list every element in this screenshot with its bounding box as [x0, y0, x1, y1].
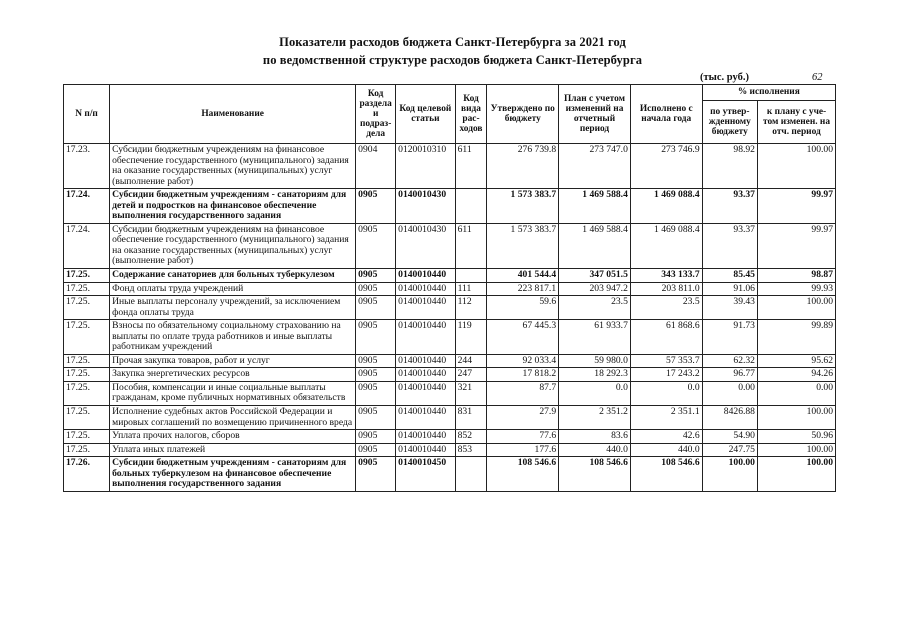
row-executed: 17 243.2 [630, 368, 702, 382]
table-row [64, 443, 836, 457]
row-number: 17.25. [64, 368, 110, 382]
header-pct-budget: по утвер-жденному бюджету [702, 101, 757, 144]
row-section-code: 0905 [356, 282, 396, 296]
table-row [64, 368, 836, 382]
row-executed: 108 546.6 [630, 457, 702, 492]
row-name: Взносы по обязательному социальному страхованию на выплаты по оплате труда работников и иные выплаты работникам учреждений [110, 320, 356, 355]
row-plan: 108 546.6 [559, 457, 631, 492]
header-plan: План с учетом изменений на отчетный период [559, 85, 631, 144]
row-number: 17.25. [64, 430, 110, 444]
row-approved: 276 739.8 [487, 144, 559, 189]
row-executed: 61 868.6 [630, 320, 702, 355]
row-executed: 23.5 [630, 296, 702, 320]
row-approved: 223 817.1 [487, 282, 559, 296]
row-name: Субсидии бюджетным учреждениям на финансовое обеспечение государственного (муниципального) задания на оказание государственных (муниципальных) услуг (выполнение работ) [110, 144, 356, 189]
table-row [64, 354, 836, 368]
row-target-code: 0140010440 [396, 269, 455, 283]
table-row [64, 430, 836, 444]
row-expense-type: 853 [455, 443, 487, 457]
row-number: 17.24. [64, 189, 110, 224]
table-row [64, 223, 836, 268]
row-expense-type: 247 [455, 368, 487, 382]
row-pct-plan: 99.97 [757, 189, 835, 224]
row-number: 17.25. [64, 320, 110, 355]
row-plan: 59 980.0 [559, 354, 631, 368]
header-approved: Утверждено по бюджету [487, 85, 559, 144]
row-name: Прочая закупка товаров, работ и услуг [110, 354, 356, 368]
table-row [64, 282, 836, 296]
row-number: 17.23. [64, 144, 110, 189]
table-row [64, 381, 836, 405]
row-pct-plan: 100.00 [757, 296, 835, 320]
row-plan: 2 351.2 [559, 406, 631, 430]
row-pct-budget: 0.00 [702, 381, 757, 405]
table-row [64, 457, 836, 492]
row-target-code: 0140010430 [396, 189, 455, 224]
row-pct-plan: 100.00 [757, 457, 835, 492]
row-expense-type: 852 [455, 430, 487, 444]
row-section-code: 0905 [356, 320, 396, 355]
report-title-line2: по ведомственной структуре расходов бюджета Санкт-Петербурга [262, 53, 643, 67]
row-plan: 23.5 [559, 296, 631, 320]
row-target-code: 0140010440 [396, 381, 455, 405]
row-number: 17.24. [64, 223, 110, 268]
row-section-code: 0905 [356, 381, 396, 405]
row-executed: 1 469 088.4 [630, 189, 702, 224]
row-approved: 87.7 [487, 381, 559, 405]
header-target: Код целевой статьи [396, 85, 455, 144]
row-executed: 343 133.7 [630, 269, 702, 283]
row-target-code: 0140010440 [396, 296, 455, 320]
row-executed: 203 811.0 [630, 282, 702, 296]
row-approved: 1 573 383.7 [487, 189, 559, 224]
row-pct-budget: 91.06 [702, 282, 757, 296]
row-number: 17.25. [64, 282, 110, 296]
row-name: Уплата прочих налогов, сборов [110, 430, 356, 444]
row-section-code: 0905 [356, 223, 396, 268]
header-exptype: Код вида рас-ходов [455, 85, 487, 144]
row-expense-type: 119 [455, 320, 487, 355]
table-row [64, 296, 836, 320]
row-plan: 273 747.0 [559, 144, 631, 189]
row-pct-plan: 95.62 [757, 354, 835, 368]
row-pct-plan: 99.89 [757, 320, 835, 355]
row-number: 17.25. [64, 296, 110, 320]
row-pct-budget: 91.73 [702, 320, 757, 355]
row-pct-plan: 94.26 [757, 368, 835, 382]
row-name: Исполнение судебных актов Российской Федерации и мировых соглашений по возмещению причиненного вреда [110, 406, 356, 430]
row-pct-budget: 98.92 [702, 144, 757, 189]
row-target-code: 0140010430 [396, 223, 455, 268]
row-pct-budget: 247.75 [702, 443, 757, 457]
row-name: Закупка энергетических ресурсов [110, 368, 356, 382]
row-approved: 401 544.4 [487, 269, 559, 283]
header-executed: Исполнено с начала года [630, 85, 702, 144]
row-pct-budget: 85.45 [702, 269, 757, 283]
row-expense-type: 611 [455, 223, 487, 268]
row-target-code: 0140010440 [396, 282, 455, 296]
row-expense-type [455, 457, 487, 492]
row-expense-type [455, 189, 487, 224]
table-row [64, 269, 836, 283]
header-section: Код раздела и подраз-дела [356, 85, 396, 144]
row-section-code: 0905 [356, 457, 396, 492]
row-pct-budget: 39.43 [702, 296, 757, 320]
row-pct-budget: 96.77 [702, 368, 757, 382]
row-section-code: 0905 [356, 368, 396, 382]
row-pct-plan: 99.93 [757, 282, 835, 296]
row-section-code: 0905 [356, 354, 396, 368]
row-section-code: 0905 [356, 443, 396, 457]
row-executed: 273 746.9 [630, 144, 702, 189]
row-name: Субсидии бюджетным учреждениям на финансовое обеспечение государственного (муниципального) задания на оказание государственных (муниципальных) услуг (выполнение работ) [110, 223, 356, 268]
row-executed: 57 353.7 [630, 354, 702, 368]
row-pct-budget: 62.32 [702, 354, 757, 368]
row-plan: 83.6 [559, 430, 631, 444]
row-plan: 203 947.2 [559, 282, 631, 296]
row-approved: 17 818.2 [487, 368, 559, 382]
row-section-code: 0905 [356, 430, 396, 444]
row-pct-plan: 100.00 [757, 144, 835, 189]
row-plan: 61 933.7 [559, 320, 631, 355]
row-executed: 0.0 [630, 381, 702, 405]
row-expense-type: 111 [455, 282, 487, 296]
row-pct-budget: 93.37 [702, 189, 757, 224]
row-plan: 440.0 [559, 443, 631, 457]
header-name: Наименование [110, 85, 356, 144]
row-approved: 108 546.6 [487, 457, 559, 492]
row-section-code: 0905 [356, 269, 396, 283]
row-name: Уплата иных платежей [110, 443, 356, 457]
row-executed: 42.6 [630, 430, 702, 444]
row-pct-budget: 8426.88 [702, 406, 757, 430]
row-target-code: 0140010450 [396, 457, 455, 492]
row-pct-budget: 54.90 [702, 430, 757, 444]
row-approved: 59.6 [487, 296, 559, 320]
row-name: Содержание санаториев для больных туберкулезом [110, 269, 356, 283]
row-pct-plan: 0.00 [757, 381, 835, 405]
row-name: Субсидии бюджетным учреждениям - санаториям для детей и подростков на финансовое обеспечение выполнения государственного задания [110, 189, 356, 224]
row-expense-type: 112 [455, 296, 487, 320]
table-row [64, 144, 836, 189]
row-plan: 1 469 588.4 [559, 223, 631, 268]
row-pct-plan: 98.87 [757, 269, 835, 283]
row-expense-type: 831 [455, 406, 487, 430]
row-approved: 92 033.4 [487, 354, 559, 368]
row-target-code: 0140010440 [396, 406, 455, 430]
row-number: 17.25. [64, 443, 110, 457]
row-name: Иные выплаты персоналу учреждений, за исключением фонда оплаты труда [110, 296, 356, 320]
table-row [64, 320, 836, 355]
row-approved: 77.6 [487, 430, 559, 444]
row-plan: 0.0 [559, 381, 631, 405]
row-executed: 2 351.1 [630, 406, 702, 430]
units-label: (тыс. руб.) [700, 72, 749, 83]
row-expense-type [455, 269, 487, 283]
row-plan: 1 469 588.4 [559, 189, 631, 224]
row-pct-plan: 100.00 [757, 443, 835, 457]
row-number: 17.25. [64, 269, 110, 283]
row-pct-plan: 99.97 [757, 223, 835, 268]
row-section-code: 0905 [356, 296, 396, 320]
row-approved: 1 573 383.7 [487, 223, 559, 268]
header-percent: % исполнения [702, 85, 835, 101]
row-section-code: 0904 [356, 144, 396, 189]
row-target-code: 0120010310 [396, 144, 455, 189]
table-row [64, 406, 836, 430]
row-approved: 27.9 [487, 406, 559, 430]
row-target-code: 0140010440 [396, 320, 455, 355]
row-plan: 18 292.3 [559, 368, 631, 382]
row-target-code: 0140010440 [396, 443, 455, 457]
row-pct-plan: 100.00 [757, 406, 835, 430]
row-pct-budget: 93.37 [702, 223, 757, 268]
budget-table [63, 84, 836, 492]
row-expense-type: 244 [455, 354, 487, 368]
row-number: 17.25. [64, 381, 110, 405]
row-target-code: 0140010440 [396, 354, 455, 368]
row-expense-type: 321 [455, 381, 487, 405]
table-row [64, 189, 836, 224]
row-section-code: 0905 [356, 406, 396, 430]
report-title-line1: Показатели расходов бюджета Санкт-Петербурга за 2021 год [279, 35, 626, 49]
row-section-code: 0905 [356, 189, 396, 224]
row-target-code: 0140010440 [396, 368, 455, 382]
row-executed: 1 469 088.4 [630, 223, 702, 268]
row-expense-type: 611 [455, 144, 487, 189]
row-pct-plan: 50.96 [757, 430, 835, 444]
row-name: Пособия, компенсации и иные социальные выплаты гражданам, кроме публичных нормативных обязательств [110, 381, 356, 405]
page-number: 62 [812, 72, 823, 83]
row-number: 17.25. [64, 354, 110, 368]
header-np: N п/п [64, 85, 110, 144]
budget-table-body [64, 144, 836, 492]
row-approved: 67 445.3 [487, 320, 559, 355]
row-target-code: 0140010440 [396, 430, 455, 444]
row-number: 17.25. [64, 406, 110, 430]
row-name: Фонд оплаты труда учреждений [110, 282, 356, 296]
row-number: 17.26. [64, 457, 110, 492]
row-pct-budget: 100.00 [702, 457, 757, 492]
row-executed: 440.0 [630, 443, 702, 457]
row-approved: 177.6 [487, 443, 559, 457]
row-name: Субсидии бюджетным учреждениям - санаториям для больных туберкулезом на финансовое обеспечение выполнения государственного задания [110, 457, 356, 492]
row-plan: 347 051.5 [559, 269, 631, 283]
header-pct-plan: к плану с уче-том изменен. на отч. период [757, 101, 835, 144]
